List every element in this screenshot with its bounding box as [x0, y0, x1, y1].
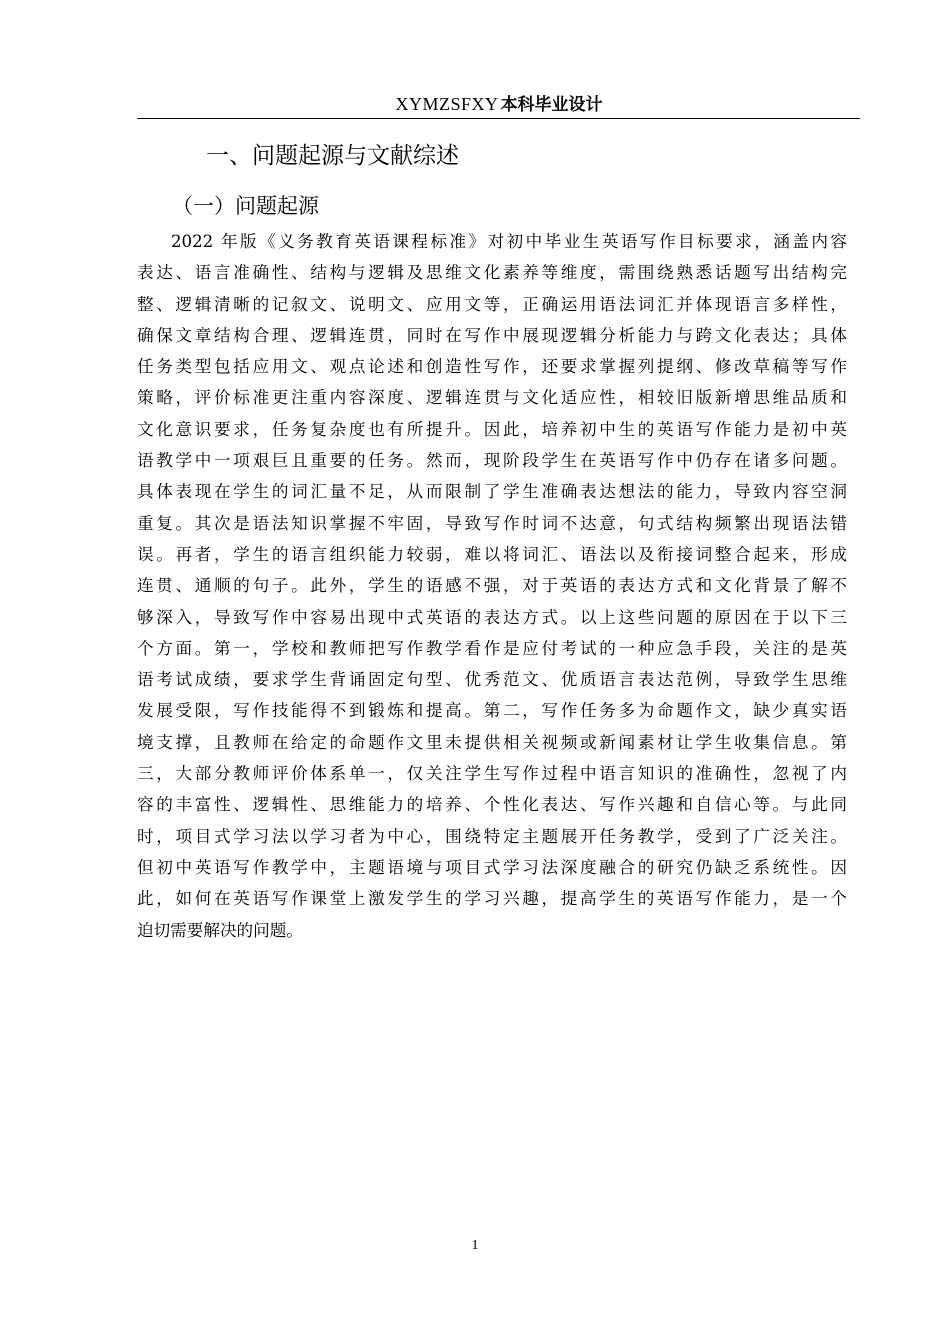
paragraph-line: 2022 年版《义务教育英语课程标准》对初中毕业生英语写作目标要求，涵盖内容 [171, 232, 847, 251]
paragraph-line: 重复。其次是语法知识掌握不牢固，导致写作时词不达意，句式结构频繁出现语法错 [137, 513, 847, 533]
header-title: 本科毕业设计 [500, 95, 603, 115]
subsection-title: （一）问题起源 [172, 194, 319, 218]
paragraph-line: 误。再者，学生的语言组织能力较弱，难以将词汇、语法以及衔接词整合起来，形成 [137, 544, 847, 564]
paragraph-line: 连贯、通顺的句子。此外，学生的语感不强，对于英语的表达方式和文化背景了解不 [137, 576, 847, 596]
paragraph-line: 个方面。第一，学校和教师把写作教学看作是应付考试的一种应急手段，关注的是英 [137, 638, 847, 658]
header-divider [137, 118, 860, 119]
paragraph-line: 整、逻辑清晰的记叙文、说明文、应用文等，正确运用语法词汇并体现语言多样性， [137, 294, 847, 314]
paragraph-line: 发展受限，写作技能得不到锻炼和提高。第二，写作任务多为命题作文，缺少真实语 [137, 701, 847, 721]
page-header [138, 92, 860, 117]
paragraph-line: 三，大部分教师评价体系单一，仅关注学生写作过程中语言知识的准确性，忽视了内 [137, 764, 847, 784]
paragraph-line: 确保文章结构合理、逻辑连贯，同时在写作中展现逻辑分析能力与跨文化表达；具体 [137, 325, 847, 345]
paragraph-line: 够深入，导致写作中容易出现中式英语的表达方式。以上这些问题的原因在于以下三 [137, 607, 847, 627]
paragraph-line: 策略，评价标准更注重内容深度、逻辑连贯与文化适应性，相较旧版新增思维品质和 [137, 388, 847, 408]
page-number: 1 [471, 1238, 479, 1253]
paragraph-line: 具体表现在学生的词汇量不足，从而限制了学生准确表达想法的能力，导致内容空洞 [137, 482, 847, 502]
paragraph-line: 表达、语言准确性、结构与逻辑及思维文化素养等维度，需围绕熟悉话题写出结构完 [137, 263, 847, 283]
body-paragraph [137, 226, 847, 946]
paragraph-line: 文化意识要求，任务复杂度也有所提升。因此，培养初中生的英语写作能力是初中英 [137, 419, 847, 439]
paragraph-line: 语教学中一项艰巨且重要的任务。然而，现阶段学生在英语写作中仍存在诸多问题。 [137, 451, 847, 471]
paragraph-line: 境支撑，且教师在给定的命题作文里未提供相关视频或新闻素材让学生收集信息。第 [137, 732, 847, 752]
header-code: XYMZSFXY [395, 94, 499, 114]
paragraph-line: 迫切需要解决的问题。 [137, 920, 303, 940]
paragraph-line: 任务类型包括应用文、观点论述和创造性写作，还要求掌握列提纲、修改草稿等写作 [137, 357, 847, 377]
paragraph-line: 此，如何在英语写作课堂上激发学生的学习兴趣，提高学生的英语写作能力，是一个 [137, 889, 847, 909]
paragraph-line: 语考试成绩，要求学生背诵固定句型、优秀范文、优质语言表达范例，导致学生思维 [137, 670, 847, 690]
paragraph-line: 时，项目式学习法以学习者为中心，围绕特定主题展开任务教学，受到了广泛关注。 [137, 826, 847, 846]
paragraph-line: 但初中英语写作教学中，主题语境与项目式学习法深度融合的研究仍缺乏系统性。因 [137, 857, 847, 877]
section-title: 一、问题起源与文献综述 [206, 143, 459, 169]
paragraph-line: 容的丰富性、逻辑性、思维能力的培养、个性化表达、写作兴趣和自信心等。与此同 [137, 795, 847, 815]
